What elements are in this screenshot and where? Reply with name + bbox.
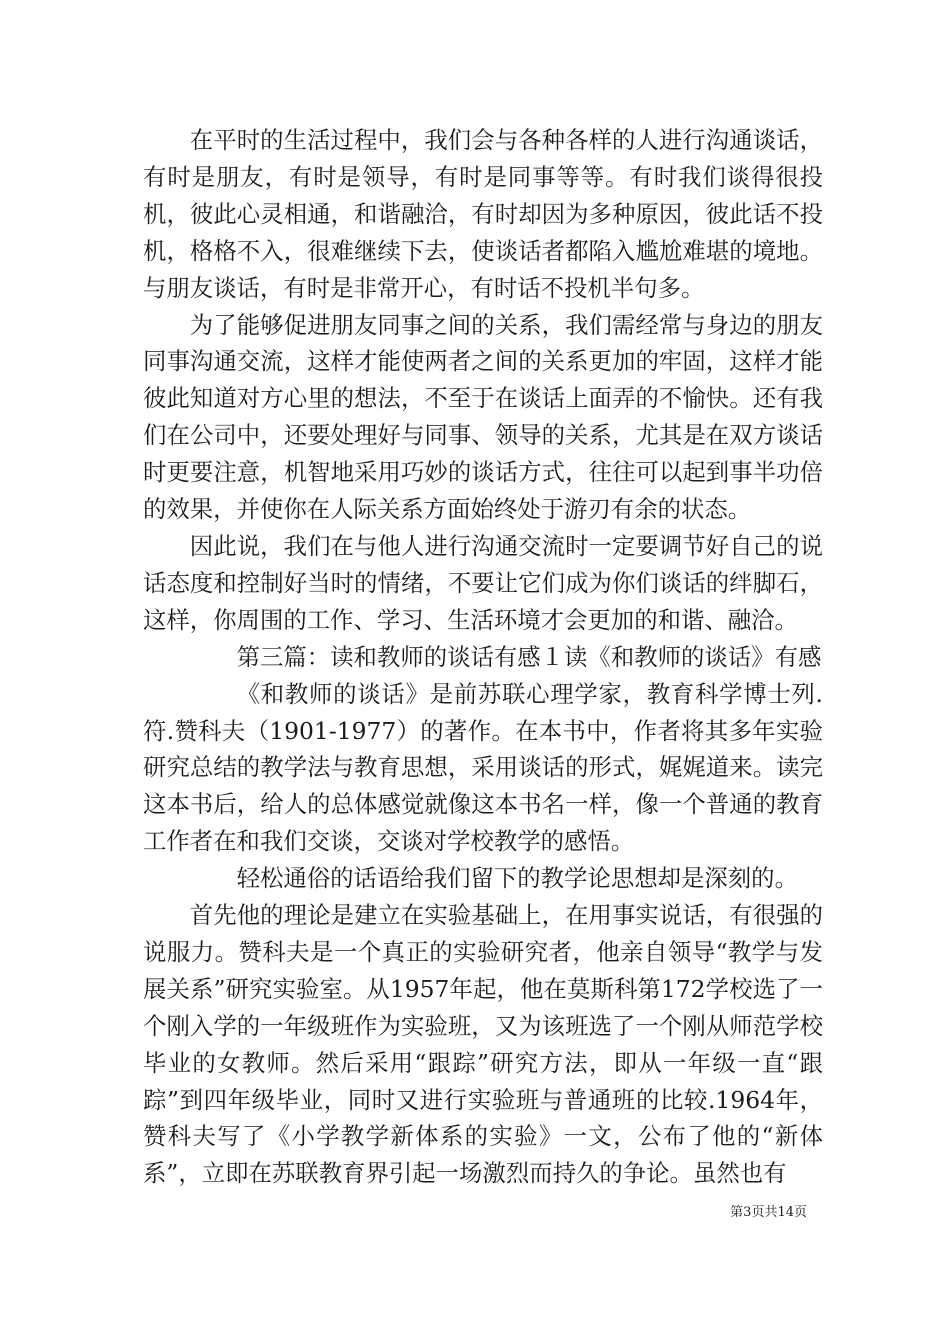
- document-body: [143, 122, 823, 1192]
- intro-paragraph: 《和教师的谈话》是前苏联心理学家，教育科学博士列.符.赞科夫（1901-1977）的著作。在本书中，作者将其多年实验研究总结的教学法与教育思想，采用谈话的形式，娓娓道来。读完这本书后，给人的总体感觉就像这本书名一样，像一个普通的教育工作者在和我们交谈，交谈对学校教学的感悟。: [143, 679, 823, 856]
- paragraph-1: 在平时的生活过程中，我们会与各种各样的人进行沟通谈话，有时是朋友，有时是领导，有时是同事等等。有时我们谈得很投机，彼此心灵相通，和谐融洽，有时却因为多种原因，彼此话不投机，格格不入，很难继续下去，使谈话者都陷入尴尬难堪的境地。与朋友谈话，有时是非常开心，有时话不投机半句多。: [143, 126, 823, 302]
- section-heading: 第三篇：读和教师的谈话有感１读《和教师的谈话》有感: [236, 642, 822, 671]
- paragraph-last: 首先他的理论是建立在实验基础上，在用事实说话，有很强的说服力。赞科夫是一个真正的实验研究者，他亲自领导“教学与发展关系”研究实验室。从1957年起，他在莫斯科第172学校选了一个刚入学的一年级班作为实验班，又为该班选了一个刚从师范学校毕业的女教师。然后采用“跟踪”研究方法，即从一年级一直“跟踪”到四年级毕业，同时又进行实验班与普通班的比较.1964年，赞科夫写了《小学教学新体系的实验》一文，公布了他的“新体系”，立即在苏联教育界引起一场激烈而持久的争论。虽然也有: [143, 901, 823, 1188]
- paragraph-2: 为了能够促进朋友同事之间的关系，我们需经常与身边的朋友同事沟通交流，这样才能使两者之间的关系更加的牢固，这样才能彼此知道对方心里的想法，不至于在谈话上面弄的不愉快。还有我们在公司中，还要处理好与同事、领导的关系，尤其是在双方谈话时更要注意，机智地采用巧妙的谈话方式，往往可以起到事半功倍的效果，并使你在人际关系方面始终处于游刃有余的状态。: [143, 310, 823, 524]
- paragraph-3: 因此说，我们在与他人进行沟通交流时一定要调节好自己的说话态度和控制好当时的情绪，不要让它们成为你们谈话的绊脚石，这样，你周围的工作、学习、生活环境才会更加的和谐、融洽。: [143, 531, 823, 634]
- summary-line: 轻松通俗的话语给我们留下的教学论思想却是深刻的。: [236, 864, 798, 893]
- page-number: 第3页共14页: [730, 1205, 807, 1220]
